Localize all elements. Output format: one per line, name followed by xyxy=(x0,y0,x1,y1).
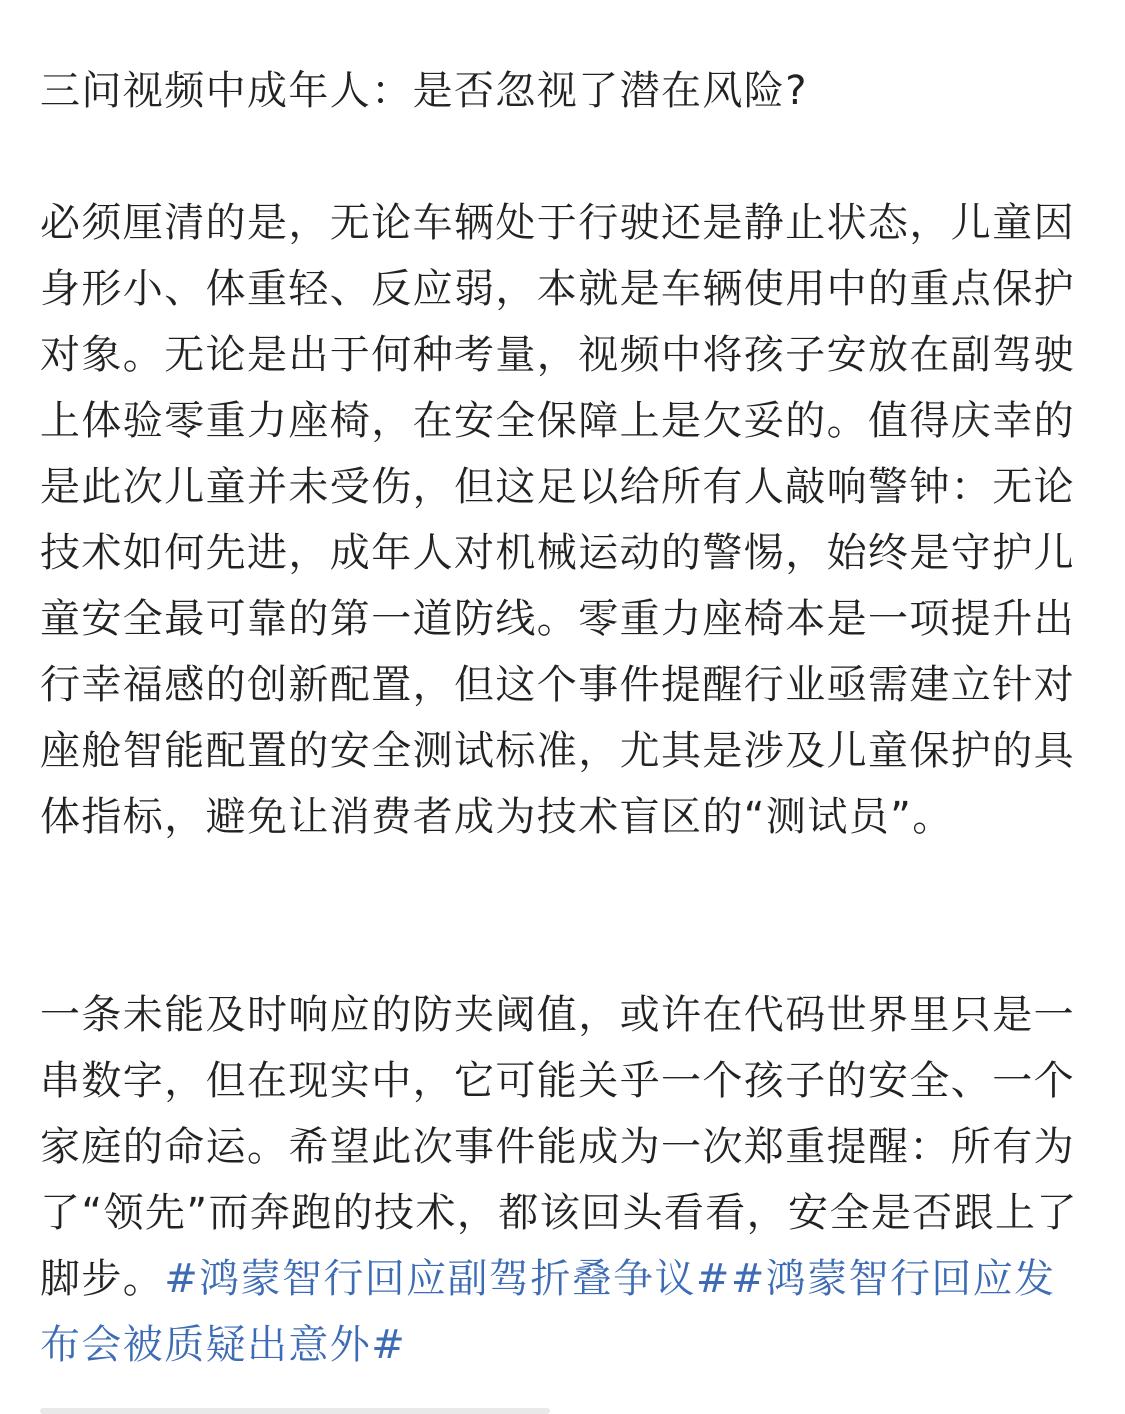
paragraph-2-text: 一条未能及时响应的防夹阈值，或许在代码世界里只是一串数字，但在现实中，它可能关乎一个孩子的安全、一个家庭的命运。希望此次事件能成为一次郑重提醒：所有为了“领先”而奔跑的技术，都该回头看看，安全是否跟上了脚步。 xyxy=(40,992,1078,1302)
paragraph-2 xyxy=(40,982,1080,1378)
paragraph-1: 必须厘清的是，无论车辆处于行驶还是静止状态，儿童因身形小、体重轻、反应弱，本就是车辆使用中的重点保护对象。无论是出于何种考量，视频中将孩子安放在副驾驶上体验零重力座椅，在安全保障上是欠妥的。值得庆幸的是此次儿童并未受伤，但这足以给所有人敲响警钟：无论技术如何先进，成年人对机械运动的警惕，始终是守护儿童安全最可靠的第一道防线。零重力座椅本是一项提升出行幸福感的创新配置，但这个事件提醒行业亟需建立针对座舱智能配置的安全测试标准，尤其是涉及儿童保护的具体指标，避免让消费者成为技术盲区的“测试员”。 xyxy=(40,200,1075,840)
bottom-divider xyxy=(40,1408,550,1414)
article-body xyxy=(40,58,1080,1378)
topic-link-2[interactable]: #鸿蒙智行回应发布会被质疑出意外# xyxy=(40,1256,1056,1368)
section-heading: 三问视频中成年人：是否忽视了潜在风险? xyxy=(40,68,808,114)
topic-link-1[interactable]: #鸿蒙智行回应副驾折叠争议# xyxy=(164,1256,731,1302)
